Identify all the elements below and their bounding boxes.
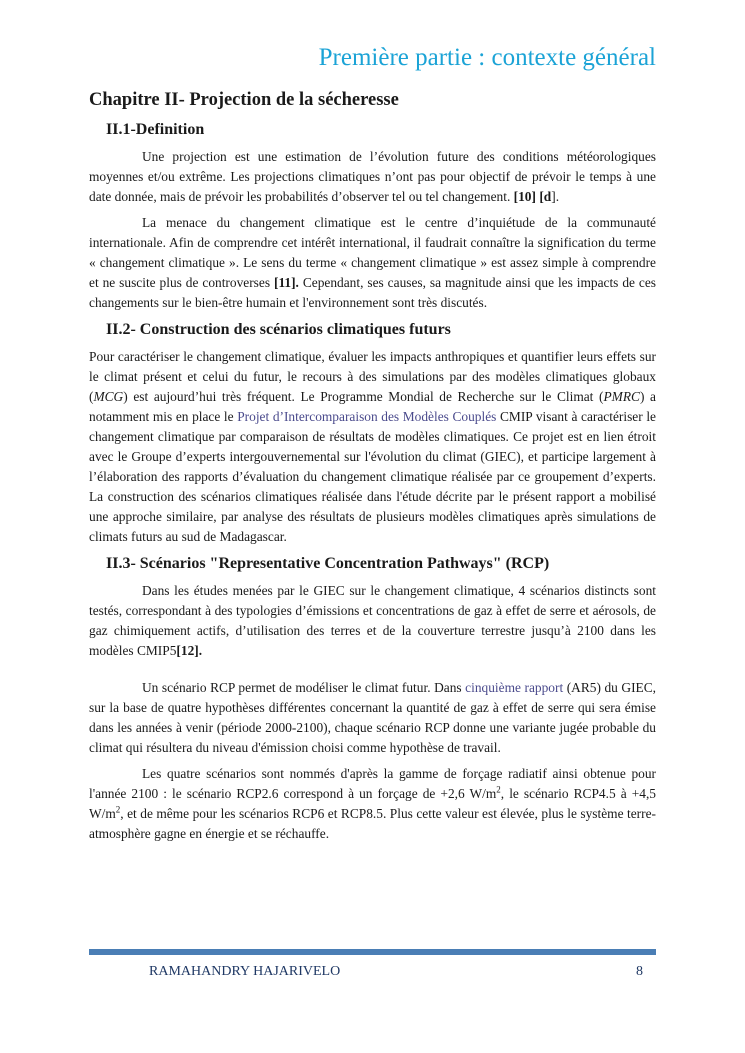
text: ) est aujourd’hui très fréquent. Le Programme Mondial de Recherche sur le Climat ( [123, 389, 604, 404]
reference: [12]. [176, 643, 203, 658]
text: Les quatre scénarios sont nommés d'après la gamme de forçage radiatif ainsi obtenue pour l'année 2100 : le scénario RCP2.6 correspond à un forçage de +2,6 W/m [89, 766, 656, 801]
chapter-title: Chapitre II- Projection de la sécheresse [89, 90, 399, 110]
reference: [d [539, 189, 552, 204]
ar5-link[interactable]: cinquième rapport [465, 680, 564, 695]
text: Une projection est une estimation de l’évolution future des conditions météorologiques moyennes et/ou extrême. Les projections climatiques n’ont pas pour objectif de prévoir le temps à une date donnée, mais de prévoir les probabilités d’observer tel ou tel changement. [89, 149, 656, 204]
text: La menace du changement climatique est le centre d’inquiétude de la communauté internationale. Afin de comprendre cet intérêt international, il faudrait connaître la signification du terme « changement climatique ». Le sens du terme « changement climatique » est assez simple à comprendre et ne suscite plus de controverses [89, 215, 656, 290]
section-title-construction: II.2- Construction des scénarios climatiques futurs [106, 321, 451, 338]
paragraph-menace [89, 213, 656, 313]
paragraph-definition [89, 147, 656, 207]
paragraph-rcp-model [89, 678, 656, 758]
text: (AR5) du GIEC, sur la base de quatre hypothèses différentes concernant la quantité de gaz à effet de serre qui sera émise dans les années à venir (période 2000-2100), chaque scénario RCP donne une variante jugée probable du climat qui résultera du niveau d'émission choisi comme hypothèse de travail. [89, 680, 657, 755]
text: Un scénario RCP permet de modéliser le climat futur. Dans [142, 680, 466, 695]
text: Cependant, ses causes, sa magnitude ainsi que les impacts de ces changements sur le bien-être humain et l'environnement sont très discutés. [89, 275, 656, 310]
cmip-link[interactable]: Projet d’Intercomparaison des Modèles Couplés [237, 409, 497, 424]
term-mcg: MCG [93, 389, 124, 404]
paragraph-giec-scenarios [89, 581, 656, 661]
running-header: Première partie : contexte général [318, 44, 656, 71]
section-title-definition: II.1-Definition [106, 121, 205, 138]
reference: [11]. [273, 275, 299, 290]
text: ) a notamment mis en place le [89, 389, 656, 424]
footer-divider [89, 949, 656, 955]
section-title-rcp: II.3- Scénarios "Representative Concentration Pathways" (RCP) [106, 555, 550, 572]
paragraph-construction [89, 347, 656, 547]
text: ]. [551, 189, 560, 204]
text: , le scénario RCP4.5 à +4,5 W/m [89, 786, 656, 821]
superscript: 2 [115, 804, 121, 815]
page-number: 8 [636, 964, 643, 979]
footer-author: RAMAHANDRY HAJARIVELO [149, 964, 341, 979]
page-content [89, 88, 656, 850]
text: Dans les études menées par le GIEC sur le changement climatique, 4 scénarios distincts sont testés, correspondant à des typologies d’émissions et concentrations de gaz à effet de serre et aérosols, de gaz chimiquement actifs, d’utilisation des terres et de la couverture terrestre jusqu’à 2100 dans les modèles CMIP5 [89, 583, 656, 658]
term-pmrc: PMRC [603, 389, 640, 404]
superscript: 2 [496, 784, 501, 795]
paragraph-rcp-names [89, 764, 656, 844]
text: Pour caractériser le changement climatique, évaluer les impacts anthropiques et quantifier leurs effets sur le climat présent et celui du futur, le recours à des simulations par des modèles climatiques globaux ( [89, 349, 656, 404]
text: , et de même pour les scénarios RCP6 et RCP8.5. Plus cette valeur est élevée, plus le système terre-atmosphère gagne en énergie et se réchauffe. [89, 806, 656, 841]
reference: [10] [513, 189, 536, 204]
text: CMIP visant à caractériser le changement climatique par comparaison de résultats de modèles climatiques. Ce projet est en lien étroit avec le Groupe d’experts intergouvernemental sur l'évolution du climat (GIEC), et participe largement à l’élaboration des rapports d’évaluation du changement climatique réalisée par ce groupement d’experts. La construction des scénarios climatiques réalisée dans l'étude décrite par le présent rapport a mobilisé une approche similaire, par analyse des résultats de plusieurs modèles climatiques après simulations de climats futurs au sud de Madagascar. [89, 409, 656, 544]
